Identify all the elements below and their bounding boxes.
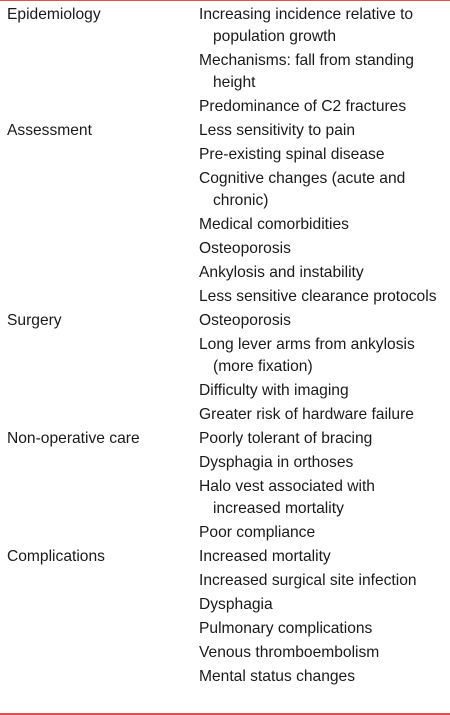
list-item: Halo vest associated with increased mortality [199, 478, 375, 517]
item-list [199, 310, 450, 426]
table-row [0, 546, 450, 690]
category-cell: Assessment [7, 122, 92, 139]
list-item: Difficulty with imaging [199, 382, 349, 399]
clinical-considerations-table [0, 4, 450, 690]
list-item: Dysphagia in orthoses [199, 454, 354, 471]
list-item: Medical comorbidities [199, 216, 349, 233]
list-item: Greater risk of hardware failure [199, 406, 414, 423]
top-rule [0, 0, 450, 1]
list-item: Pulmonary complications [199, 620, 373, 637]
list-item: Mechanisms: fall from standing height [199, 52, 414, 91]
list-item: Less sensitivity to pain [199, 122, 356, 139]
list-item: Increased mortality [199, 548, 331, 565]
list-item: Less sensitive clearance protocols [199, 288, 437, 305]
list-item: Poor compliance [199, 524, 316, 541]
list-item: Increasing incidence relative to population growth [199, 6, 414, 45]
table-row [0, 120, 450, 310]
list-item: Cognitive changes (acute and chronic) [199, 170, 406, 209]
list-item: Increased surgical site infection [199, 572, 417, 589]
table-row [0, 428, 450, 546]
item-list [199, 120, 450, 308]
table-row [0, 4, 450, 120]
items-cell [199, 310, 450, 428]
list-item: Long lever arms from ankylosis (more fixation) [199, 336, 415, 375]
items-cell [199, 428, 450, 546]
category-cell: Surgery [7, 312, 62, 329]
list-item: Osteoporosis [199, 312, 291, 329]
items-cell [199, 546, 450, 690]
category-cell: Complications [7, 548, 105, 565]
list-item: Poorly tolerant of bracing [199, 430, 373, 447]
items-cell [199, 4, 450, 120]
items-cell [199, 120, 450, 310]
list-item: Osteoporosis [199, 240, 291, 257]
category-cell: Epidemiology [7, 6, 101, 23]
list-item: Venous thromboembolism [199, 644, 380, 661]
item-list [199, 546, 450, 688]
item-list [199, 428, 450, 544]
list-item: Mental status changes [199, 668, 356, 685]
list-item: Ankylosis and instability [199, 264, 364, 281]
list-item: Predominance of C2 fractures [199, 98, 407, 115]
list-item: Dysphagia [199, 596, 273, 613]
table-row [0, 310, 450, 428]
item-list [199, 4, 450, 118]
category-cell: Non-operative care [7, 430, 140, 447]
list-item: Pre-existing spinal disease [199, 146, 385, 163]
